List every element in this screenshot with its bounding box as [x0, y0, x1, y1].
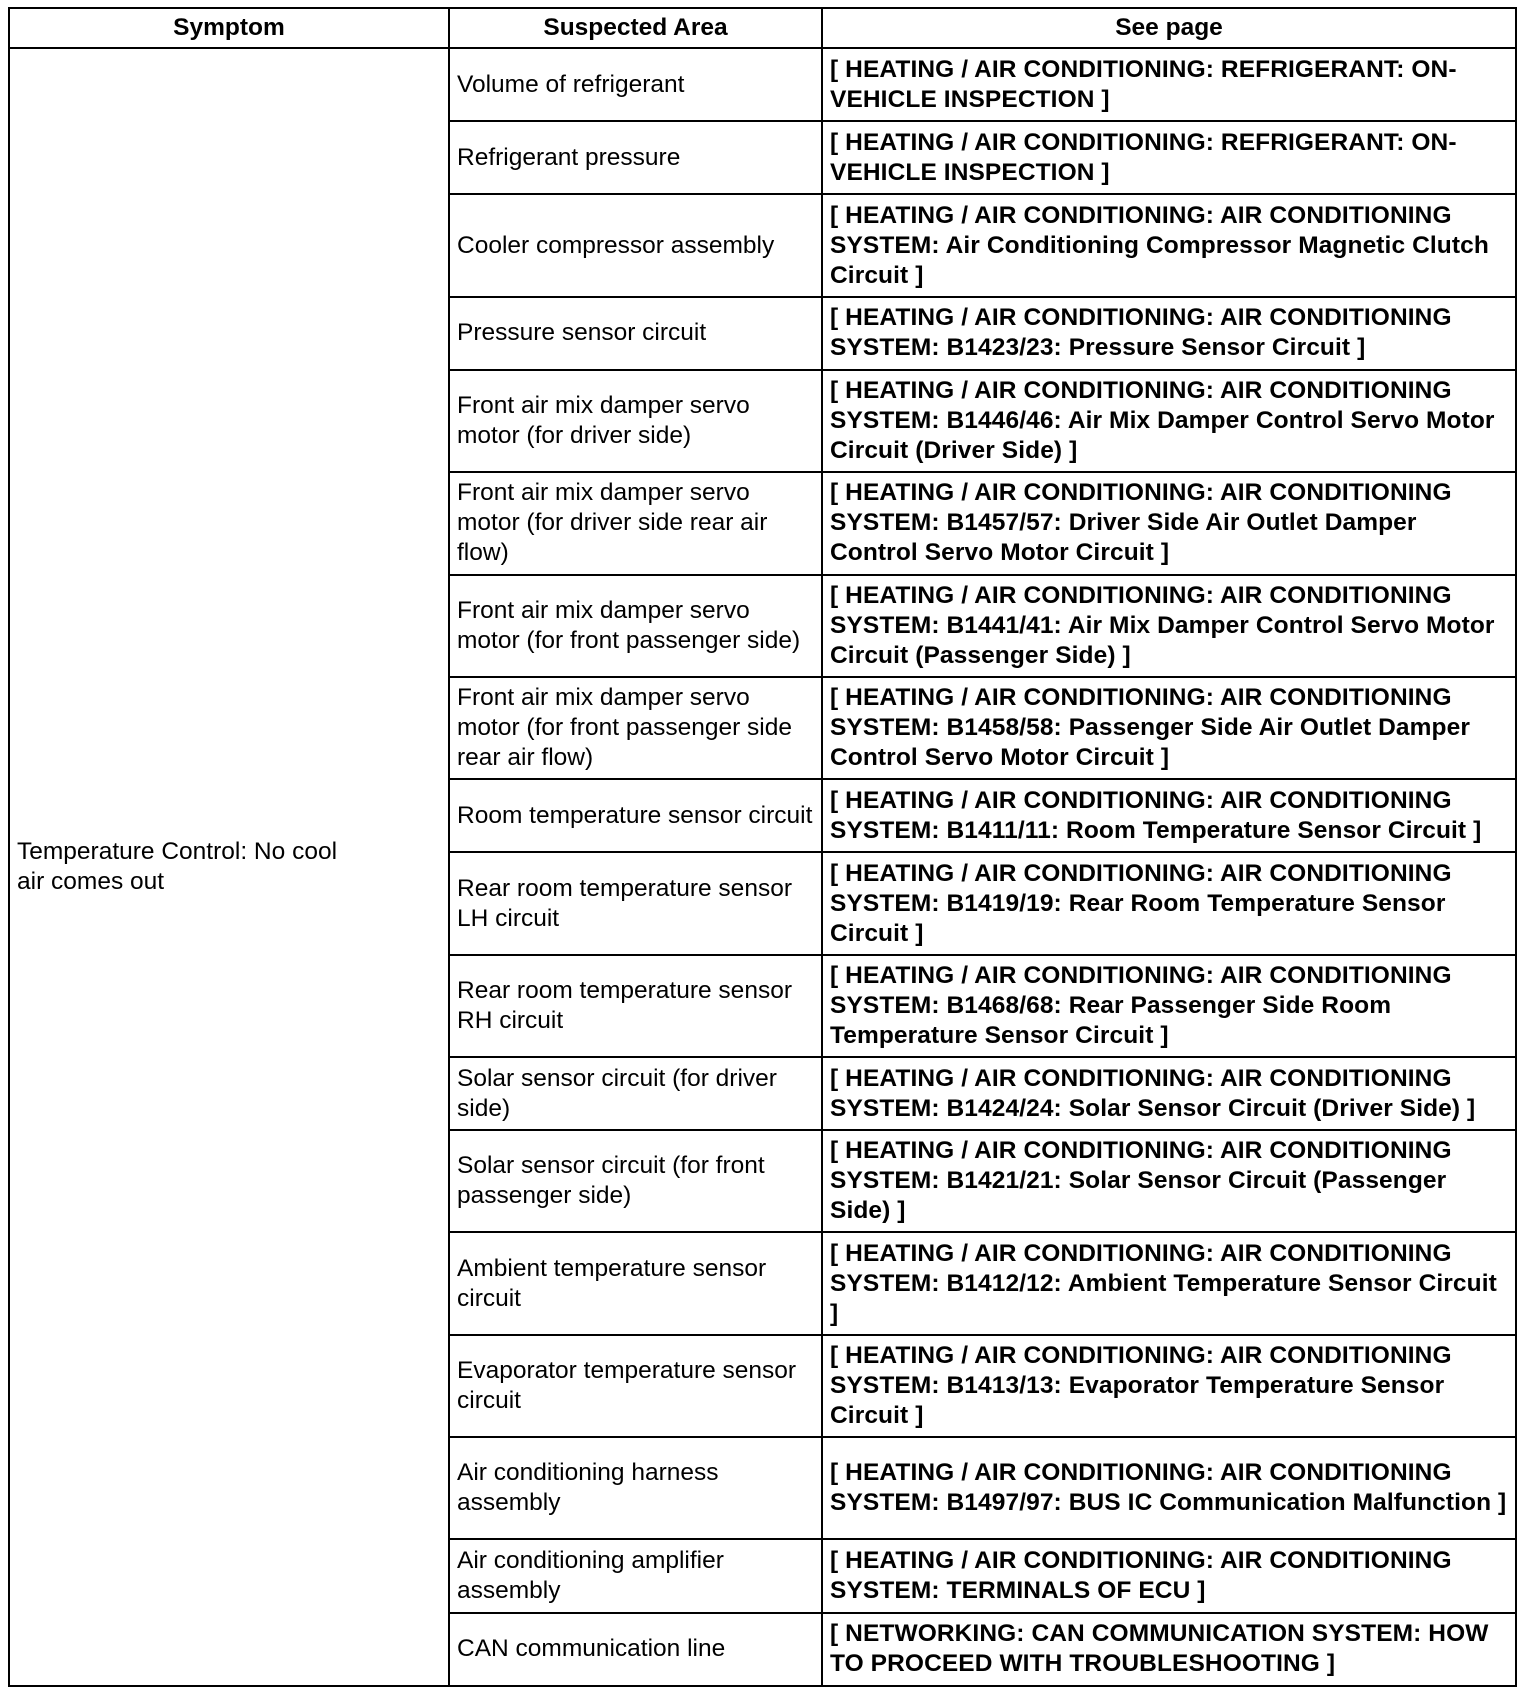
- suspected-area-cell: Rear room temperature sensor RH circuit: [449, 955, 822, 1057]
- troubleshooting-table: [8, 7, 1517, 1687]
- table-row: [9, 48, 1516, 121]
- see-page-cell: [ HEATING / AIR CONDITIONING: AIR CONDITIONING SYSTEM: B1421/21: Solar Sensor Circuit (Passenger Side) ]: [822, 1130, 1516, 1232]
- see-page-cell: [ HEATING / AIR CONDITIONING: AIR CONDITIONING SYSTEM: B1468/68: Rear Passenger Side Room Temperature Sensor Circuit ]: [822, 955, 1516, 1057]
- see-page-cell: [ HEATING / AIR CONDITIONING: AIR CONDITIONING SYSTEM: Air Conditioning Compressor Magnetic Clutch Circuit ]: [822, 194, 1516, 296]
- see-page-cell: [ HEATING / AIR CONDITIONING: AIR CONDITIONING SYSTEM: B1411/11: Room Temperature Sensor Circuit ]: [822, 779, 1516, 852]
- see-page-cell: [ HEATING / AIR CONDITIONING: AIR CONDITIONING SYSTEM: B1458/58: Passenger Side Air Outlet Damper Control Servo Motor Circuit ]: [822, 677, 1516, 779]
- suspected-area-cell: Ambient temperature sensor circuit: [449, 1232, 822, 1334]
- see-page-cell: [ HEATING / AIR CONDITIONING: AIR CONDITIONING SYSTEM: TERMINALS OF ECU ]: [822, 1539, 1516, 1612]
- see-page-cell: [ HEATING / AIR CONDITIONING: AIR CONDITIONING SYSTEM: B1419/19: Rear Room Temperature Sensor Circuit ]: [822, 852, 1516, 954]
- suspected-area-cell: Rear room temperature sensor LH circuit: [449, 852, 822, 954]
- see-page-cell: [ HEATING / AIR CONDITIONING: AIR CONDITIONING SYSTEM: B1423/23: Pressure Sensor Circuit ]: [822, 297, 1516, 370]
- suspected-area-cell: Front air mix damper servo motor (for front passenger side rear air flow): [449, 677, 822, 779]
- see-page-cell: [ HEATING / AIR CONDITIONING: AIR CONDITIONING SYSTEM: B1424/24: Solar Sensor Circuit (Driver Side) ]: [822, 1057, 1516, 1130]
- suspected-area-cell: Room temperature sensor circuit: [449, 779, 822, 852]
- suspected-area-cell: Cooler compressor assembly: [449, 194, 822, 296]
- see-page-cell: [ HEATING / AIR CONDITIONING: REFRIGERANT: ON-VEHICLE INSPECTION ]: [822, 48, 1516, 121]
- see-page-cell: [ HEATING / AIR CONDITIONING: AIR CONDITIONING SYSTEM: B1446/46: Air Mix Damper Control Servo Motor Circuit (Driver Side) ]: [822, 370, 1516, 472]
- header-symptom: Symptom: [9, 8, 449, 48]
- suspected-area-cell: Air conditioning amplifier assembly: [449, 1539, 822, 1612]
- see-page-cell: [ HEATING / AIR CONDITIONING: AIR CONDITIONING SYSTEM: B1441/41: Air Mix Damper Control Servo Motor Circuit (Passenger Side) ]: [822, 575, 1516, 677]
- header-suspected-area: Suspected Area: [449, 8, 822, 48]
- see-page-cell: [ HEATING / AIR CONDITIONING: AIR CONDITIONING SYSTEM: B1412/12: Ambient Temperature Sensor Circuit ]: [822, 1232, 1516, 1334]
- suspected-area-cell: Front air mix damper servo motor (for front passenger side): [449, 575, 822, 677]
- see-page-cell: [ HEATING / AIR CONDITIONING: AIR CONDITIONING SYSTEM: B1413/13: Evaporator Temperature Sensor Circuit ]: [822, 1335, 1516, 1437]
- suspected-area-cell: Front air mix damper servo motor (for driver side): [449, 370, 822, 472]
- suspected-area-cell: Volume of refrigerant: [449, 48, 822, 121]
- table-body: [9, 48, 1516, 1686]
- see-page-cell: [ HEATING / AIR CONDITIONING: AIR CONDITIONING SYSTEM: B1457/57: Driver Side Air Outlet Damper Control Servo Motor Circuit ]: [822, 472, 1516, 574]
- suspected-area-cell: Pressure sensor circuit: [449, 297, 822, 370]
- see-page-cell: [ HEATING / AIR CONDITIONING: REFRIGERANT: ON-VEHICLE INSPECTION ]: [822, 121, 1516, 194]
- symptom-cell: Temperature Control: No cool air comes out: [9, 48, 449, 1686]
- suspected-area-cell: Solar sensor circuit (for driver side): [449, 1057, 822, 1130]
- header-row: [9, 8, 1516, 48]
- see-page-cell: [ NETWORKING: CAN COMMUNICATION SYSTEM: HOW TO PROCEED WITH TROUBLESHOOTING ]: [822, 1613, 1516, 1686]
- header-see-page: See page: [822, 8, 1516, 48]
- suspected-area-cell: Refrigerant pressure: [449, 121, 822, 194]
- suspected-area-cell: CAN communication line: [449, 1613, 822, 1686]
- suspected-area-cell: Evaporator temperature sensor circuit: [449, 1335, 822, 1437]
- suspected-area-cell: Air conditioning harness assembly: [449, 1437, 822, 1539]
- suspected-area-cell: Solar sensor circuit (for front passenger side): [449, 1130, 822, 1232]
- suspected-area-cell: Front air mix damper servo motor (for driver side rear air flow): [449, 472, 822, 574]
- see-page-cell: [ HEATING / AIR CONDITIONING: AIR CONDITIONING SYSTEM: B1497/97: BUS IC Communication Malfunction ]: [822, 1437, 1516, 1539]
